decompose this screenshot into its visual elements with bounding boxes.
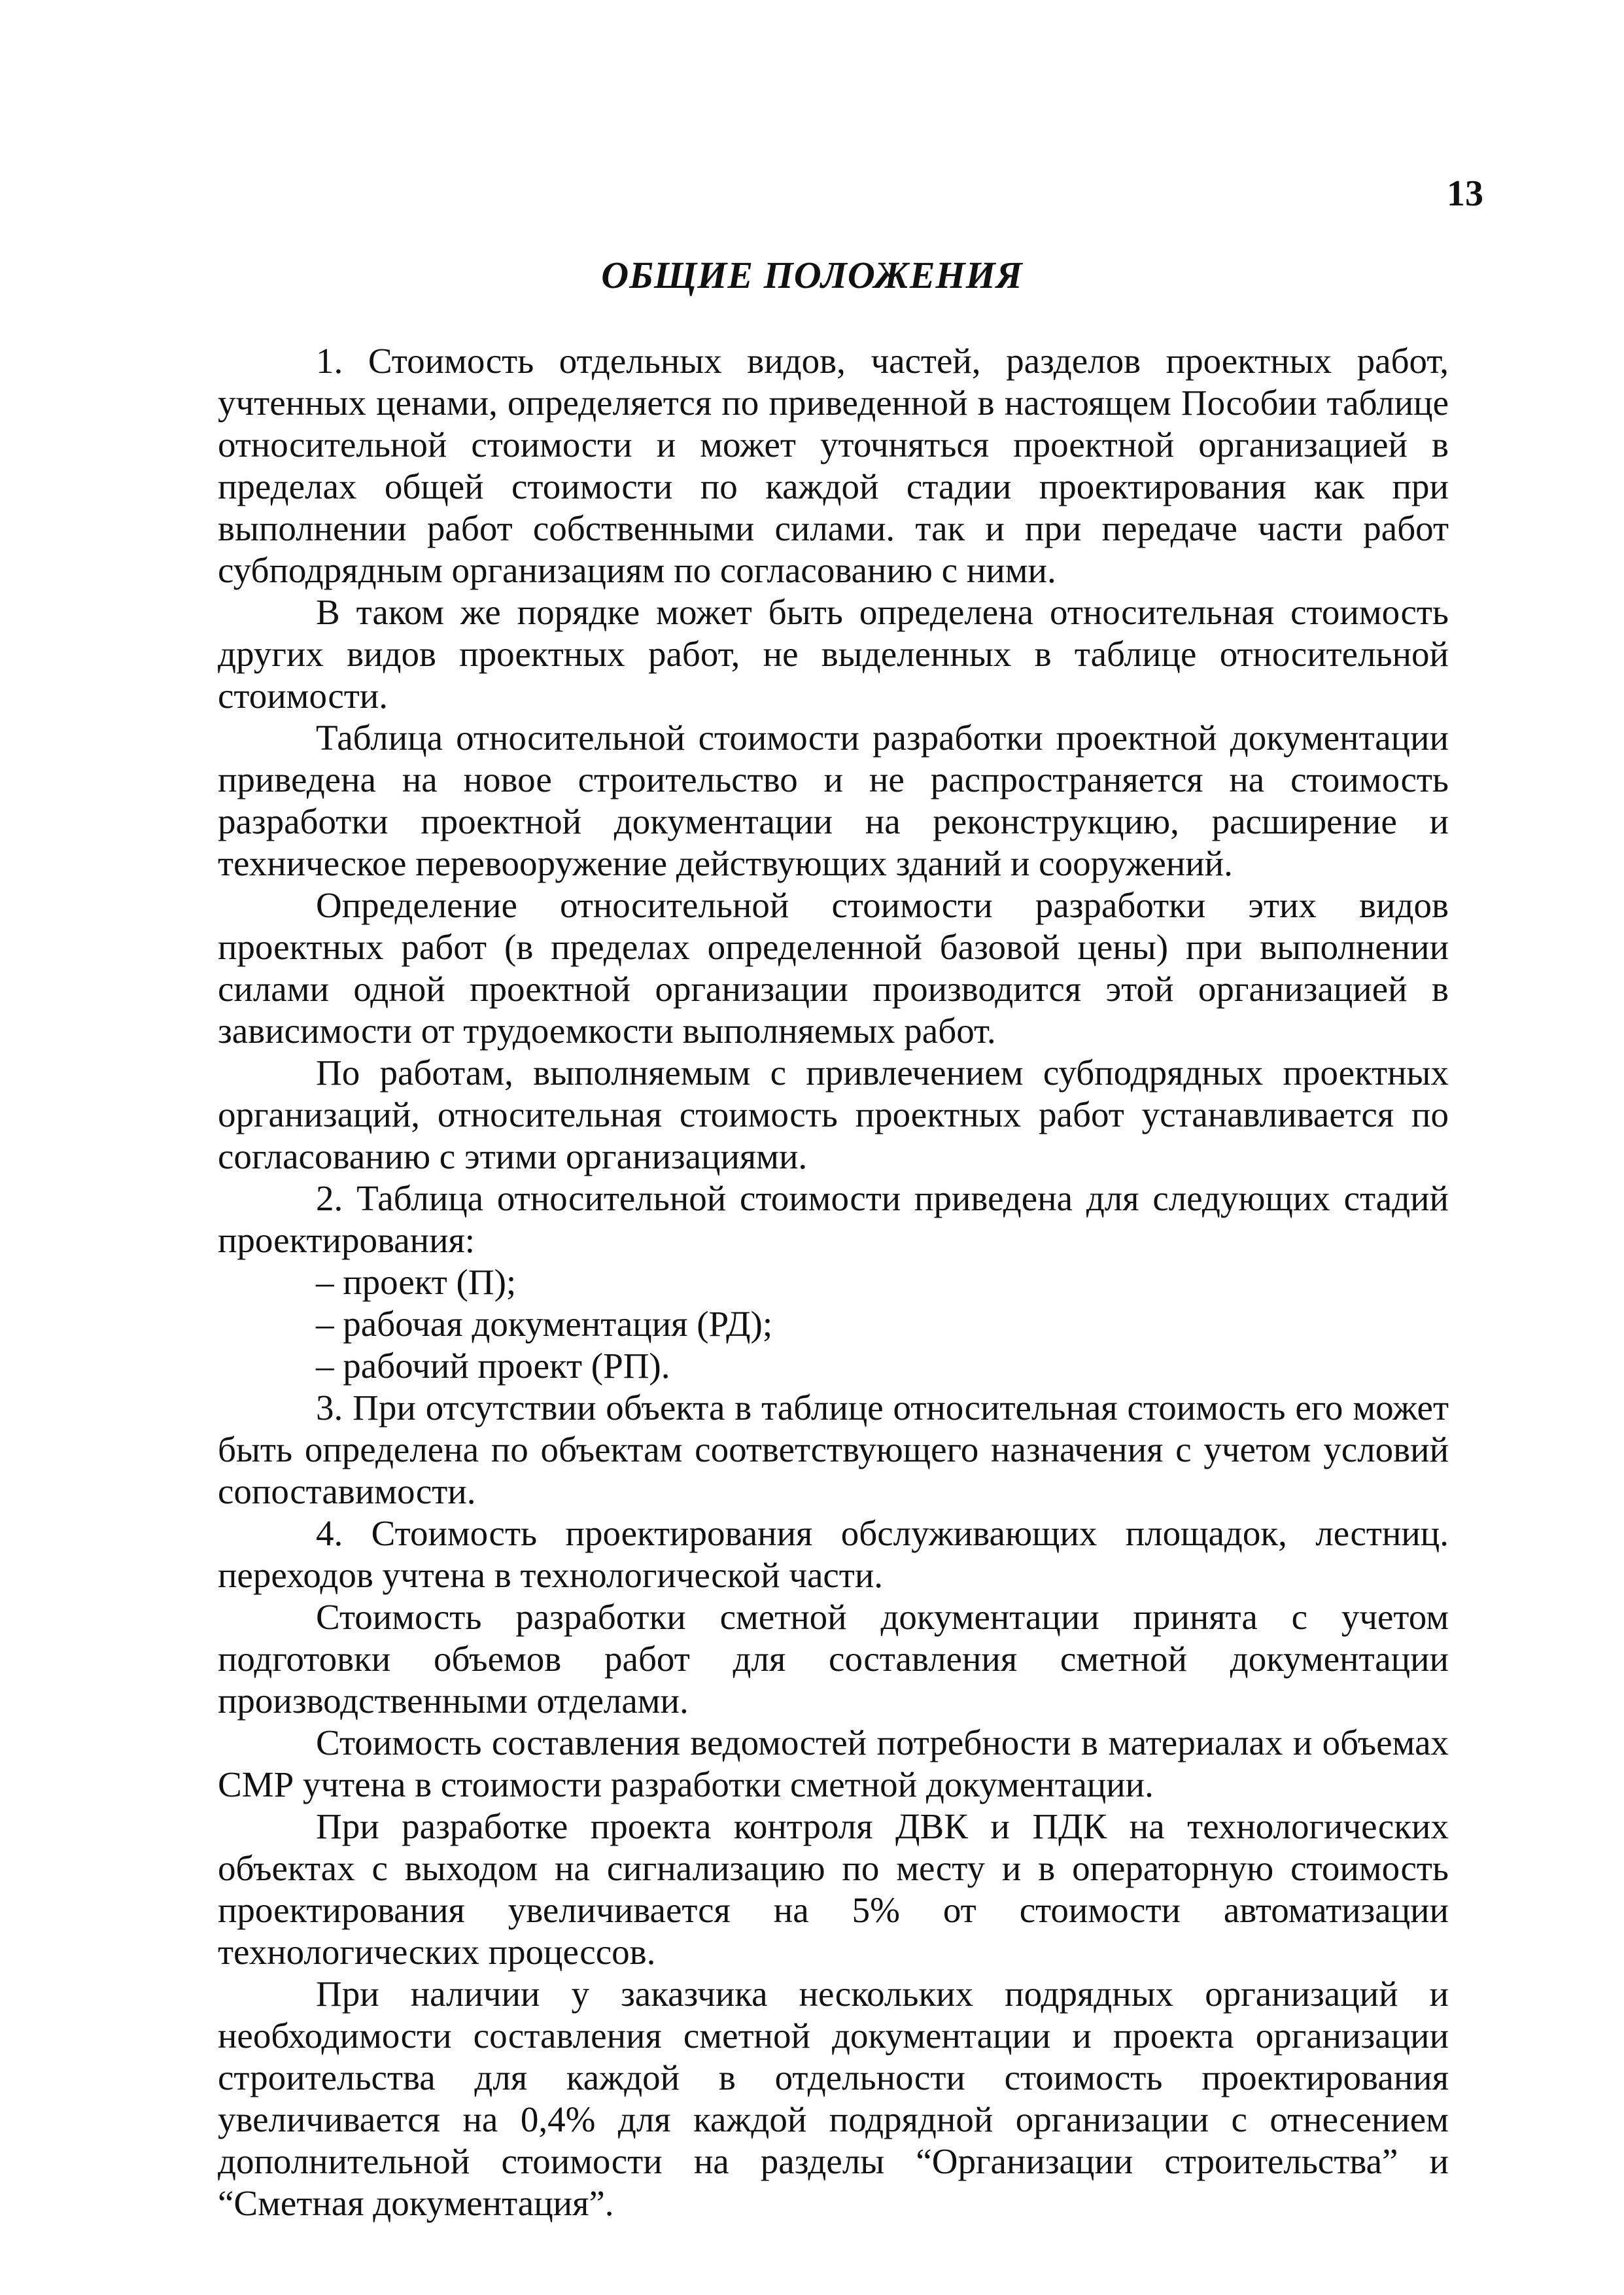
paragraph-12: При наличии у заказчика нескольких подрядных организаций и необходимости составления сметной документации и проекта организации строительства для каждой в отдельности стоимость проектирования увеличивается на 0,4% для каждой подрядной организации с отнесением дополнительной стоимости на разделы “Организации строительства” и “Сметная документация”. (218, 1974, 1449, 2223)
paragraph-1: 1. Стоимость отдельных видов, частей, разделов проектных работ, учтенных ценами, определяется по приведенной в настоящем Пособии таблице относительной стоимости и может уточняться проектной организацией в пределах общей стоимости по каждой стадии проектирования как при выполнении работ собственными силами. так и при передаче части работ субподрядным организациям по согласованию с ними. (218, 341, 1449, 590)
list-item-stage-p: – проект (П); (316, 1262, 517, 1302)
page-number: 13 (1447, 173, 1483, 214)
paragraph-6: 2. Таблица относительной стоимости приведена для следующих стадий проектирования: (218, 1178, 1449, 1260)
paragraph-5: По работам, выполняемым с привлечением субподрядных проектных организаций, относительная стоимость проектных работ устанавливается по согласованию с этими организациями. (218, 1053, 1449, 1176)
body-text (218, 340, 1449, 2224)
paragraph-3: Таблица относительной стоимости разработки проектной документации приведена на новое строительство и не распространяется на стоимость разработки проектной документации на реконструкцию, расширение и техническое перевооружение действующих зданий и сооружений. (218, 718, 1449, 883)
paragraph-9: Стоимость разработки сметной документации принята с учетом подготовки объемов работ для составления сметной документации производственными отделами. (218, 1597, 1449, 1721)
list-item-stage-rp: – рабочий проект (РП). (316, 1346, 670, 1386)
list-item-stage-rd: – рабочая документация (РД); (316, 1304, 773, 1344)
paragraph-10: Стоимость составления ведомостей потребности в материалах и объемах СМР учтена в стоимости разработки сметной документации. (218, 1723, 1449, 1804)
paragraph-4: Определение относительной стоимости разработки этих видов проектных работ (в пределах определенной базовой цены) при выполнении силами одной проектной организации производится этой организацией в зависимости от трудоемкости выполняемых работ. (218, 885, 1449, 1051)
paragraph-11: При разработке проекта контроля ДВК и ПДК на технологических объектах с выходом на сигнализацию по месту и в операторную стоимость проектирования увеличивается на 5% от стоимости автоматизации технологических процессов. (218, 1806, 1449, 1972)
paragraph-8: 4. Стоимость проектирования обслуживающих площадок, лестниц. переходов учтена в технологической части. (218, 1513, 1449, 1595)
paragraph-7: 3. При отсутствии объекта в таблице относительная стоимость его может быть определена по объектам соответствующего назначения с учетом условий сопоставимости. (218, 1388, 1449, 1511)
stages-list (218, 1261, 1449, 1387)
page-title: ОБЩИЕ ПОЛОЖЕНИЯ (601, 254, 1023, 296)
paragraph-2: В таком же порядке может быть определена относительная стоимость других видов проектных работ, не выделенных в таблице относительной стоимости. (218, 592, 1449, 716)
